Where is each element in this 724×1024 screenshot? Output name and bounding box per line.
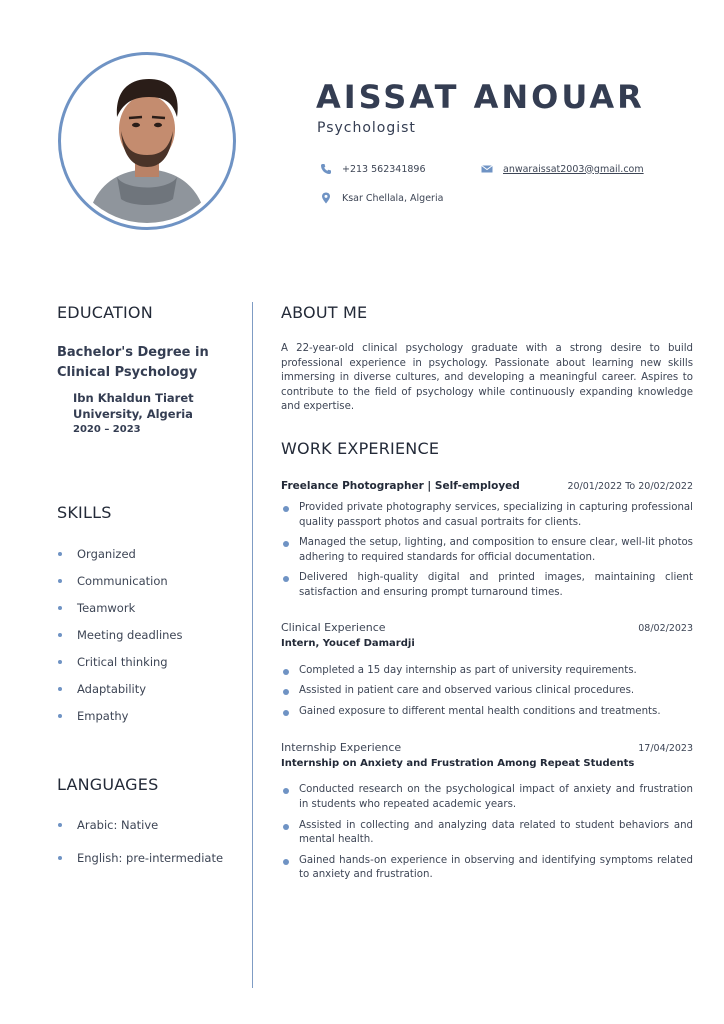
bullet-icon	[283, 710, 289, 716]
skills-title: SKILLS	[57, 503, 112, 522]
phone-icon	[320, 163, 332, 175]
job-duty: Assisted in collecting and analyzing data related to student behaviors and mental health.	[281, 819, 693, 848]
job-date: 20/01/2022 To 20/02/2022	[567, 480, 693, 492]
job-subtitle: Internship on Anxiety and Frustration Among Repeat Students	[281, 758, 635, 770]
skills-list	[57, 540, 183, 729]
contact-phone	[320, 163, 426, 175]
bullet-icon	[58, 633, 62, 637]
bullet-icon	[283, 824, 289, 830]
skill-item: Meeting deadlines	[57, 621, 183, 648]
job-entry	[281, 480, 693, 601]
education-school: Ibn Khaldun Tiaret University, Algeria	[73, 391, 194, 421]
education-degree: Bachelor's Degree in Clinical Psychology	[57, 345, 209, 380]
job-title: Internship Experience	[281, 741, 402, 755]
language-item: Arabic: Native	[57, 808, 223, 841]
languages-title: LANGUAGES	[57, 775, 159, 794]
education-years: 2020 – 2023	[73, 424, 141, 435]
email-link[interactable]: anwaraissat2003@gmail.com	[503, 163, 644, 175]
about-title: ABOUT ME	[281, 303, 368, 322]
job-duty: Gained hands-on experience in observing and identifying symptoms related to anxiety and frustration.	[281, 854, 693, 883]
education-title: EDUCATION	[57, 303, 153, 322]
about-text: A 22-year-old clinical psychology graduate with a strong desire to build professional experience in psychology. Passionate about learning new skills immersing in diverse cultures, and developing a meaningful career. Aspires to contribute to the field of psychology while continuously expanding knowledge and expertise.	[281, 343, 693, 413]
job-duty: Delivered high-quality digital and printed images, maintaining client satisfaction and ensuring prompt turnaround times.	[281, 571, 693, 600]
bullet-icon	[58, 856, 62, 860]
skill-item: Empathy	[57, 702, 183, 729]
mail-icon	[481, 163, 493, 175]
bullet-icon	[283, 576, 289, 582]
skill-item: Organized	[57, 540, 183, 567]
bullet-icon	[283, 506, 289, 512]
job-date: 17/04/2023	[638, 743, 693, 755]
skill-item: Critical thinking	[57, 648, 183, 675]
bullet-icon	[58, 687, 62, 691]
skill-item: Communication	[57, 567, 183, 594]
bullet-icon	[58, 714, 62, 718]
language-item: English: pre-intermediate	[57, 841, 223, 874]
job-title: Freelance Photographer | Self-employed	[281, 479, 520, 492]
bullet-icon	[58, 660, 62, 664]
job-date: 08/02/2023	[638, 622, 693, 634]
bullet-icon	[58, 823, 62, 827]
location-pin-icon	[320, 192, 332, 204]
candidate-name: AISSAT ANOUAR	[316, 78, 645, 116]
skill-item: Teamwork	[57, 594, 183, 621]
job-entry	[281, 621, 693, 720]
profile-photo-frame	[58, 52, 236, 230]
candidate-role: Psychologist	[317, 120, 416, 136]
job-title: Clinical Experience	[281, 620, 386, 634]
job-entry	[281, 741, 693, 883]
contact-address	[320, 192, 443, 204]
bullet-icon	[58, 552, 62, 556]
work-title: WORK EXPERIENCE	[281, 438, 440, 458]
bullet-icon	[58, 606, 62, 610]
bullet-icon	[283, 689, 289, 695]
job-duty: Completed a 15 day internship as part of university requirements.	[281, 664, 693, 679]
education-section	[57, 303, 242, 435]
phone-number: +213 562341896	[342, 163, 426, 175]
contact-email[interactable]	[481, 163, 644, 175]
job-duty: Conducted research on the psychological impact of anxiety and frustration in students who repeated academic years.	[281, 783, 693, 812]
bullet-icon	[283, 788, 289, 794]
main-column	[281, 303, 693, 889]
job-duty: Managed the setup, lighting, and composition to ensure clear, well-lit photos adhering to required standards for official documentation.	[281, 536, 693, 565]
profile-photo	[65, 59, 229, 223]
bullet-icon	[283, 541, 289, 547]
job-duty: Gained exposure to different mental health conditions and treatments.	[281, 705, 693, 720]
bullet-icon	[58, 579, 62, 583]
address: Ksar Chellala, Algeria	[342, 192, 444, 204]
bullet-icon	[283, 669, 289, 675]
job-subtitle: Intern, Youcef Damardji	[281, 637, 415, 649]
skill-item: Adaptability	[57, 675, 183, 702]
bullet-icon	[283, 859, 289, 865]
job-duty: Assisted in patient care and observed various clinical procedures.	[281, 684, 693, 699]
column-divider	[252, 302, 253, 988]
job-duty: Provided private photography services, specializing in capturing professional quality passport photos and casual portraits for clients.	[281, 501, 693, 530]
languages-list	[57, 808, 223, 874]
